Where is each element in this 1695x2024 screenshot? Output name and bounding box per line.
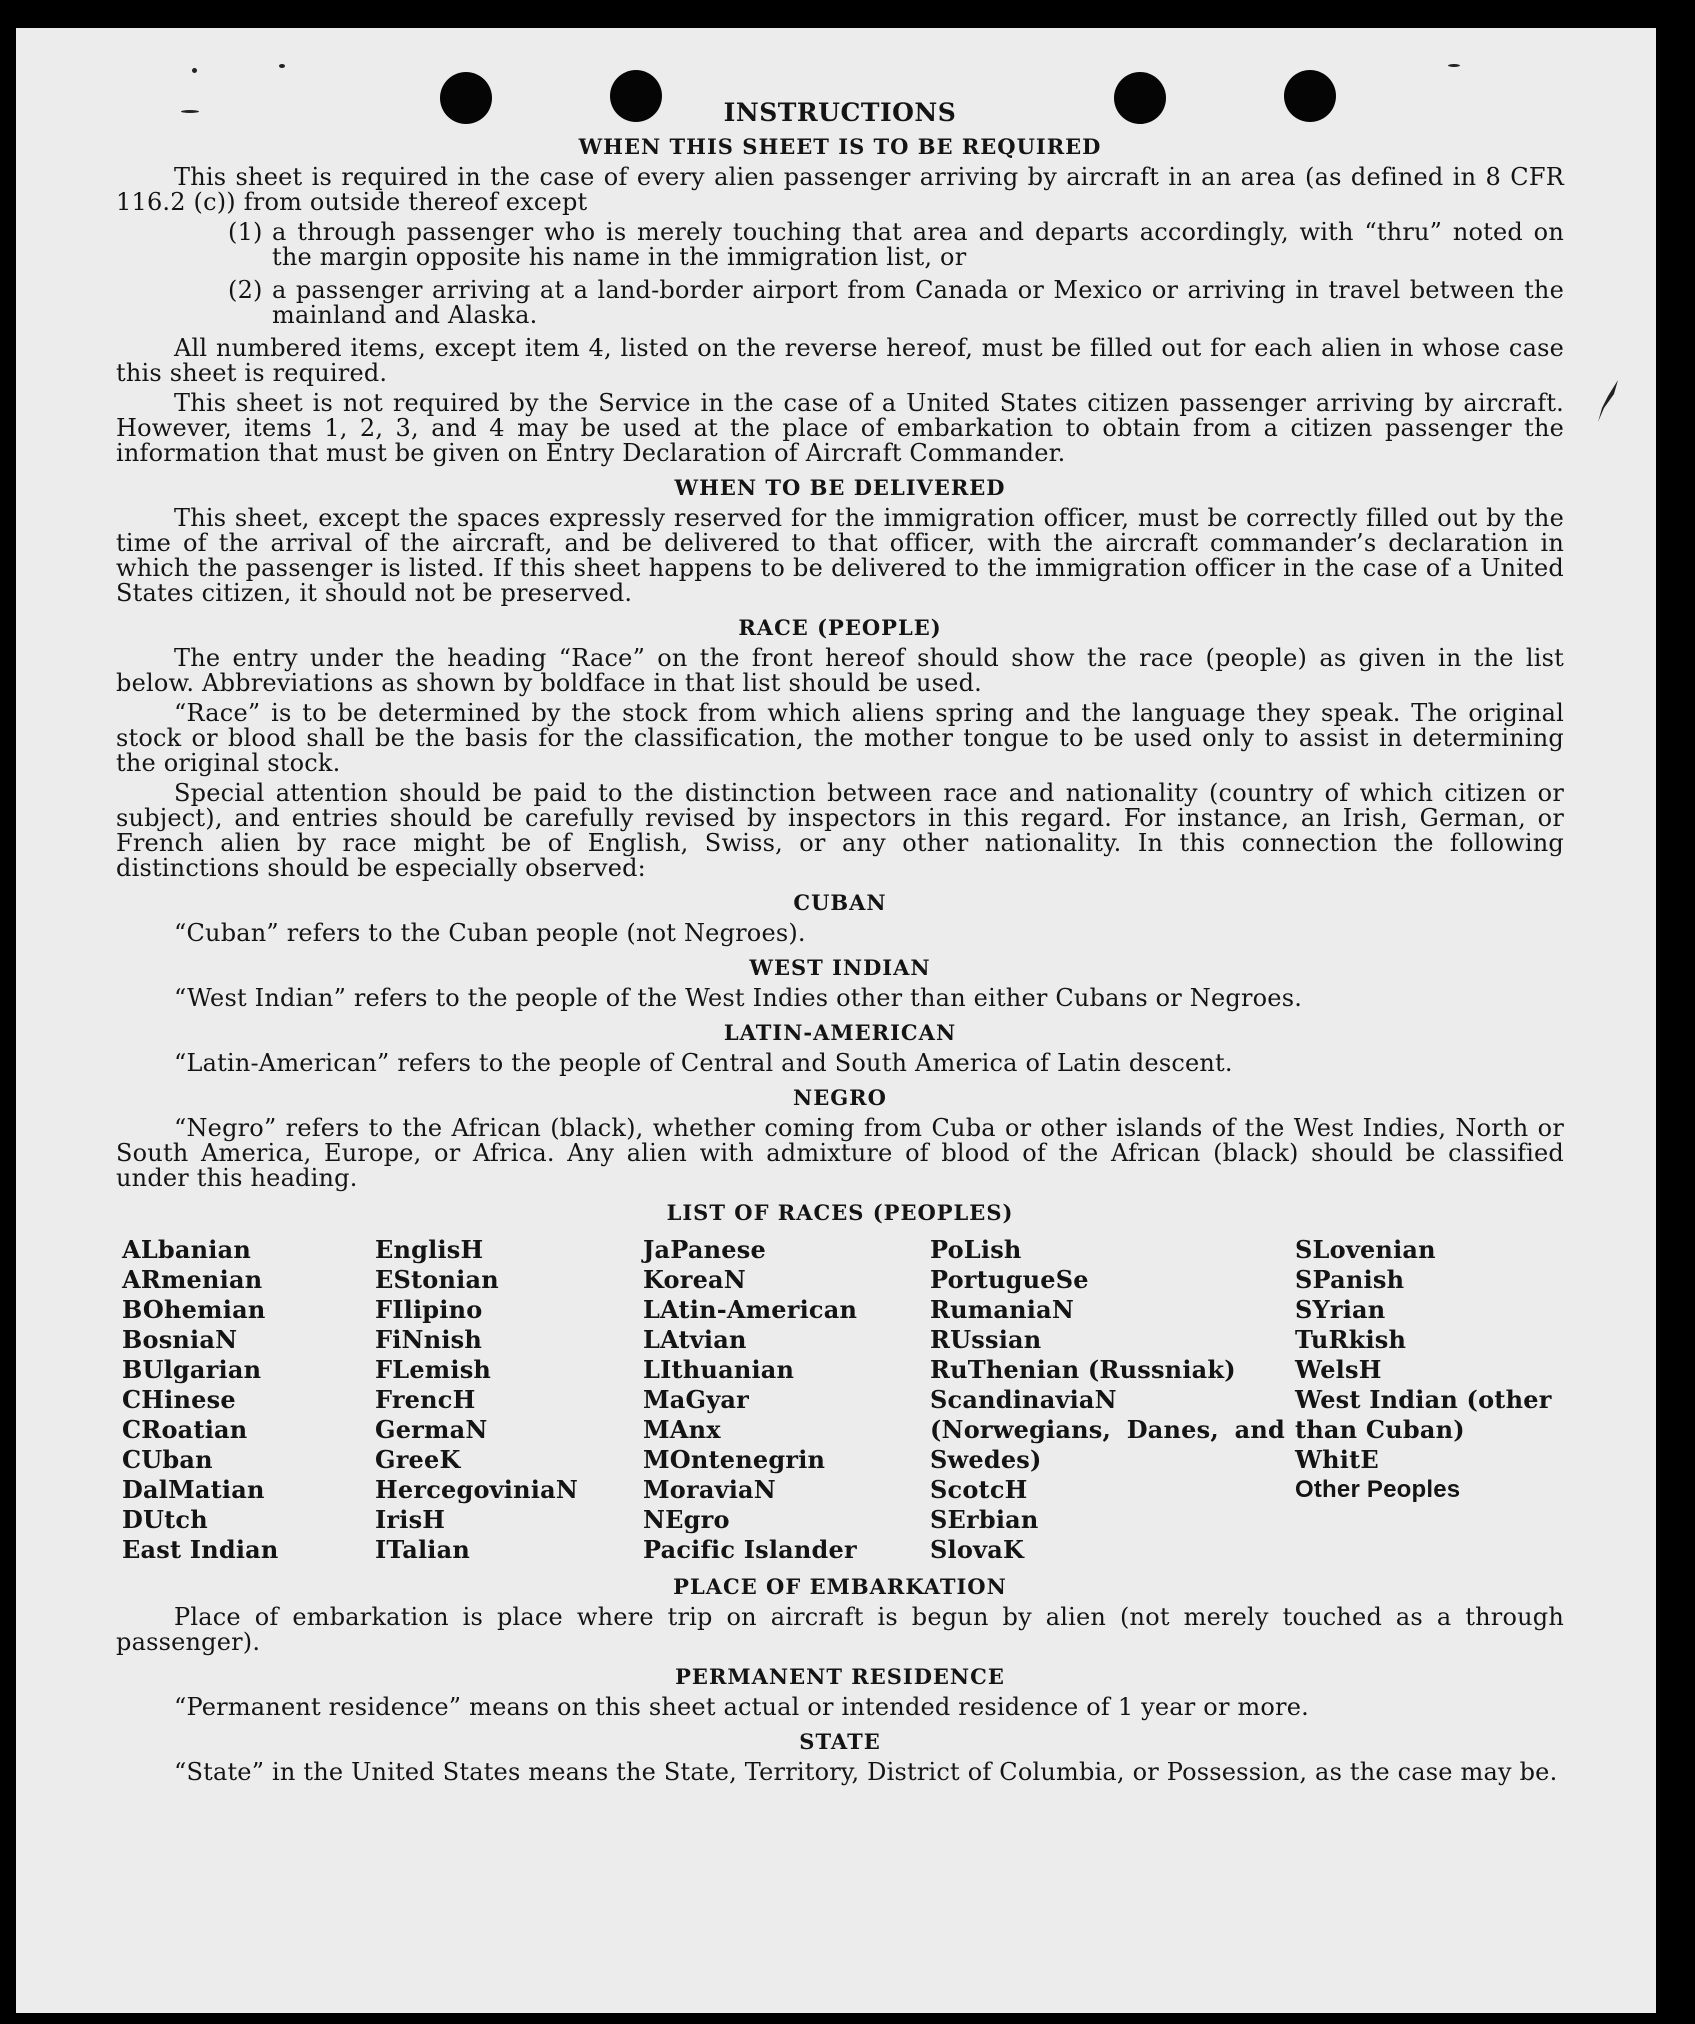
race-entry: SErbian [930,1505,1039,1534]
race-entry: EnglisH [375,1235,484,1264]
race-entry: ScandinaviaN (Norwegians, Danes, and Swedes) [930,1385,1285,1474]
race-para-2: “Race” is to be determined by the stock from which aliens spring and the language they speak. The original stock or blood shall be the basis for the classification, the mother tongue to be used only to assist in determining the original stock. [116,699,1564,777]
race-entry: DalMatian [122,1475,265,1504]
west-indian-text: “West Indian” refers to the people of the West Indies other than either Cubans or Negroes. [174,984,1303,1012]
race-entry: SLovenian [1295,1235,1436,1264]
race-entry: CUban [122,1445,213,1474]
race-entry: BosniaN [122,1325,238,1354]
ink-speck [1448,64,1460,67]
race-column [930,1235,1295,1565]
exception-number: (1) [228,218,263,246]
race-entry: MoraviaN [643,1475,776,1504]
race-column [643,1235,930,1565]
race-entry: ITalian [375,1535,470,1564]
race-entry: FIlipino [375,1295,483,1324]
race-entry: MOntenegrin [643,1445,826,1474]
exception-text: a passenger arriving at a land-border airport from Canada or Mexico or arriving in travel between the mainland and Alaska. [272,276,1564,329]
exception-item [228,220,1564,270]
race-column [375,1235,643,1565]
instructions-body [116,100,1564,1790]
race-entry: LAtvian [643,1325,747,1354]
state-text: “State” in the United States means the State, Territory, District of Columbia, or Possession, as the case may be. [174,1758,1558,1786]
race-entry: FLemish [375,1355,492,1384]
race-entry: RumaniaN [930,1295,1074,1324]
race-entry: EStonian [375,1265,499,1294]
race-entry: GreeK [375,1445,461,1474]
race-entry: BUlgarian [122,1355,262,1384]
race-entry: SYrian [1295,1295,1386,1324]
page-title: INSTRUCTIONS [723,98,957,127]
race-entry: FrencH [375,1385,476,1414]
race-column [1295,1235,1565,1565]
race-entry: MaGyar [643,1385,749,1414]
race-entry: SlovaK [930,1535,1025,1564]
race-entry: RuThenian (Russniak) [930,1355,1236,1384]
race-entry: ALbanian [122,1235,251,1264]
race-entry: KoreaN [643,1265,746,1294]
residence-text: “Permanent residence” means on this sheet actual or intended residence of 1 year or more. [174,1693,1309,1721]
pen-mark-icon [1596,378,1620,424]
section-heading-state: STATE [799,1729,881,1754]
race-entry: RUssian [930,1325,1042,1354]
required-numbered-items: All numbered items, except item 4, listed on the reverse hereof, must be filled out for each alien in whose case this sheet is required. [116,334,1564,387]
latin-american-text: “Latin-American” refers to the people of Central and South America of Latin descent. [174,1049,1233,1077]
race-entry: LAtin-American [643,1295,858,1324]
section-heading-race-list: LIST OF RACES (PEOPLES) [666,1200,1014,1225]
race-entry: PortugueSe [930,1265,1089,1294]
race-entry: West Indian (other than Cuban) [1295,1385,1552,1444]
race-entry: Pacific Islander [643,1535,857,1564]
race-entry: IrisH [375,1505,446,1534]
section-heading-required: WHEN THIS SHEET IS TO BE REQUIRED [578,134,1102,159]
race-entry: HercegoviniaN [375,1475,578,1504]
race-entry: WelsH [1295,1355,1382,1384]
race-entry: BOhemian [122,1295,266,1324]
race-entry: CHinese [122,1385,236,1414]
race-entry: ScotcH [930,1475,1028,1504]
negro-text: “Negro” refers to the African (black), whether coming from Cuba or other islands of the West Indies, North or South America, Europe, or Africa. Any alien with admixture of blood of the African (black) should be classified under this heading. [116,1114,1564,1192]
document-sheet [16,28,1656,2013]
race-column [122,1235,375,1565]
ink-speck [279,64,285,68]
delivered-text: This sheet, except the spaces expressly reserved for the immigration officer, must be correctly filled out by the time of the arrival of the aircraft, and be delivered to that officer, with the aircraft commander’s declaration in which the passenger is listed. If this sheet happens to be delivered to the immigration officer in the case of a United States citizen, it should not be preserved. [116,504,1564,607]
cuban-text: “Cuban” refers to the Cuban people (not Negroes). [174,919,806,947]
required-intro: This sheet is required in the case of every alien passenger arriving by aircraft in an area (as defined in 8 CFR 116.2 (c)) from outside thereof except [116,163,1564,216]
embarkation-text: Place of embarkation is place where trip on aircraft is begun by alien (not merely touched as a through passenger). [116,1603,1564,1656]
section-heading-embarkation: PLACE OF EMBARKATION [673,1574,1007,1599]
race-entry: TuRkish [1295,1325,1407,1354]
race-entry: DUtch [122,1505,208,1534]
section-heading-residence: PERMANENT RESIDENCE [675,1664,1005,1689]
race-entry: JaPanese [643,1235,766,1264]
race-entry: CRoatian [122,1415,248,1444]
section-heading-delivered: WHEN TO BE DELIVERED [674,475,1006,500]
exception-text: a through passenger who is merely touching that area and departs accordingly, with “thru” noted on the margin opposite his name in the immigration list, or [272,218,1564,271]
race-list [122,1235,1564,1565]
exception-item [228,278,1564,328]
race-entry: East Indian [122,1535,279,1564]
section-heading-cuban: CUBAN [793,890,887,915]
race-entry: MAnx [643,1415,721,1444]
race-entry: SPanish [1295,1265,1405,1294]
exception-number: (2) [228,276,263,304]
race-entry: GermaN [375,1415,488,1444]
race-para-1: The entry under the heading “Race” on the front hereof should show the race (people) as given in the list below. Abbreviations as shown by boldface in that list should be used. [116,644,1564,697]
required-citizen-note: This sheet is not required by the Service in the case of a United States citizen passenger arriving by aircraft. However, items 1, 2, 3, and 4 may be used at the place of embarkation to obtain from a citizen passenger the information that must be given on Entry Declaration of Aircraft Commander. [116,389,1564,467]
section-heading-latin-american: LATIN-AMERICAN [723,1020,957,1045]
ink-speck [192,68,197,73]
race-entry: FiNnish [375,1325,483,1354]
section-heading-race: RACE (PEOPLE) [738,615,942,640]
section-heading-west-indian: WEST INDIAN [749,955,931,980]
section-heading-negro: NEGRO [793,1085,887,1110]
race-entry: PoLish [930,1235,1022,1264]
race-entry: ARmenian [122,1265,263,1294]
race-entry: NEgro [643,1505,730,1534]
race-entry: WhitE [1295,1445,1379,1474]
race-para-3: Special attention should be paid to the distinction between race and nationality (country of which citizen or subject), and entries should be carefully revised by inspectors in this regard. For instance, an Irish, German, or French alien by race might be of English, Swiss, or any other nationality. In this connection the following distinctions should be especially observed: [116,779,1564,882]
race-entry: Other Peoples [1295,1476,1461,1503]
race-entry: LIthuanian [643,1355,795,1384]
